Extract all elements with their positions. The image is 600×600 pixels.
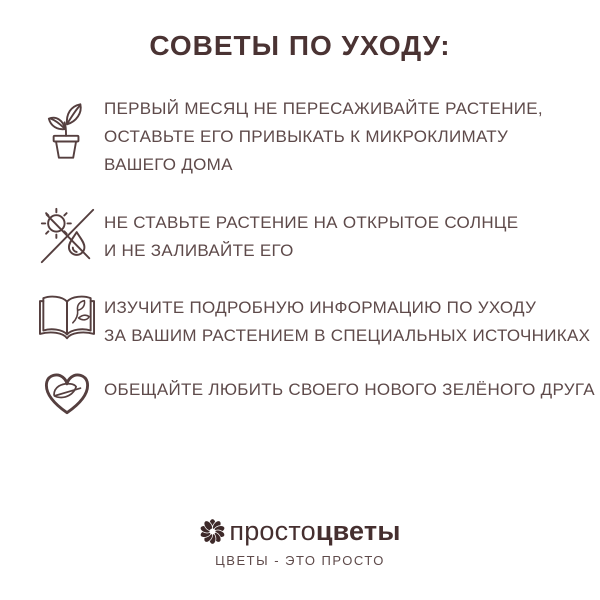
tip-item-no-sun (34, 205, 590, 267)
tip-text-line: ОБЕЩАЙТЕ ЛЮБИТЬ СВОЕГО НОВОГО ЗЕЛЁНОГО ДРУГА (104, 380, 595, 399)
tip-text-line: ЗА ВАШИМ РАСТЕНИЕМ В СПЕЦИАЛЬНЫХ ИСТОЧНИКАХ (104, 326, 591, 345)
tip-text-line: ВАШЕГО ДОМА (104, 155, 233, 174)
brand-name-prefix: просто (229, 516, 316, 546)
tip-text-line: И НЕ ЗАЛИВАЙТЕ ЕГО (104, 241, 294, 260)
potted-plant-icon (34, 95, 100, 161)
brand-tagline: ЦВЕТЫ - ЭТО ПРОСТО (215, 553, 385, 568)
heart-with-leaf-icon (34, 368, 100, 418)
tip-item-read-sources (34, 290, 590, 350)
footer-brand-block (0, 516, 600, 568)
tip-item-love-plant (34, 368, 595, 418)
no-direct-sun-no-overwatering-icon (34, 205, 100, 267)
tip-text-line: ИЗУЧИТЕ ПОДРОБНУЮ ИНФОРМАЦИЮ ПО УХОДУ (104, 298, 537, 317)
flower-logo-icon (199, 518, 226, 545)
tip-text-line: НЕ СТАВЬТЕ РАСТЕНИЕ НА ОТКРЫТОЕ СОЛНЦЕ (104, 213, 519, 232)
page-title: СОВЕТЫ ПО УХОДУ: (149, 30, 451, 61)
brand-name (229, 516, 400, 547)
tip-text-line: ПЕРВЫЙ МЕСЯЦ НЕ ПЕРЕСАЖИВАЙТЕ РАСТЕНИЕ, (104, 99, 543, 118)
open-book-icon (34, 290, 100, 346)
brand-logo-row (199, 516, 400, 547)
brand-name-suffix: цветы (315, 516, 401, 546)
tip-item-repotting (34, 95, 590, 179)
tip-text-line: ОСТАВЬТЕ ЕГО ПРИВЫКАТЬ К МИКРОКЛИМАТУ (104, 127, 509, 146)
